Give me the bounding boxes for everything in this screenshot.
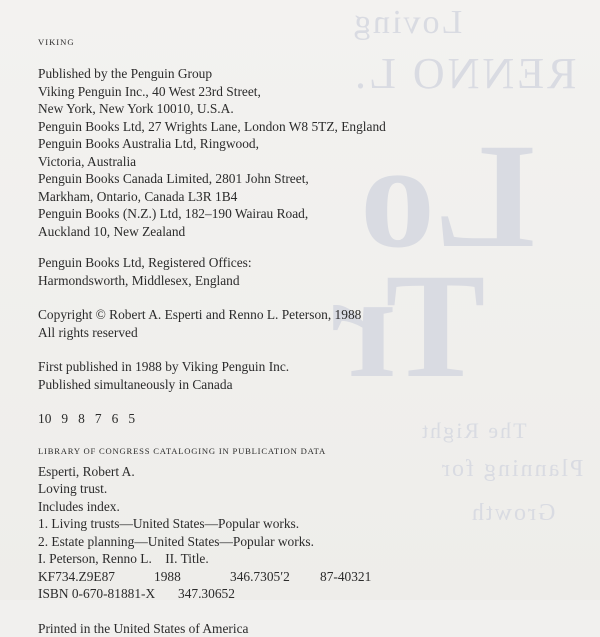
show-through-text: Tr bbox=[330, 240, 486, 412]
show-through-text: Loving bbox=[352, 4, 462, 42]
first-published-line: First published in 1988 by Viking Penguin Inc. bbox=[38, 358, 578, 376]
dewey-number: 346.7305′2 bbox=[230, 568, 320, 586]
show-through-text: Lo bbox=[360, 110, 535, 282]
publication-history bbox=[38, 358, 578, 393]
cip-line: 1. Living trusts—United States—Popular works. bbox=[38, 515, 578, 533]
printed-in-line: Printed in the United States of America bbox=[38, 620, 578, 637]
publisher-line: Penguin Books Canada Limited, 2801 John Street, bbox=[38, 170, 578, 188]
isbn: ISBN 0-670-81881-X bbox=[38, 585, 178, 603]
registered-offices bbox=[38, 254, 578, 289]
imprint-name: VIKING bbox=[38, 36, 578, 48]
publisher-line: Viking Penguin Inc., 40 West 23rd Street, bbox=[38, 83, 578, 101]
show-through-text: RENNO L. bbox=[352, 48, 576, 99]
cip-line: 2. Estate planning—United States—Popular works. bbox=[38, 533, 578, 551]
publisher-block bbox=[38, 65, 578, 240]
copyright-text bbox=[38, 36, 578, 637]
cip-classification-row bbox=[38, 568, 578, 586]
publisher-line: New York, New York 10010, U.S.A. bbox=[38, 100, 578, 118]
publisher-line: Penguin Books (N.Z.) Ltd, 182–190 Wairau Road, bbox=[38, 205, 578, 223]
rights-line: All rights reserved bbox=[38, 324, 578, 342]
registered-offices-line: Penguin Books Ltd, Registered Offices: bbox=[38, 254, 578, 272]
printing-line bbox=[38, 410, 578, 428]
cip-line: Esperti, Robert A. bbox=[38, 463, 578, 481]
show-through-text: Planning for bbox=[440, 456, 583, 483]
secondary-dewey-number: 347.30652 bbox=[178, 585, 235, 603]
publisher-line: Victoria, Australia bbox=[38, 153, 578, 171]
lc-call-number: KF734.Z9E87 bbox=[38, 568, 154, 586]
publisher-line: Penguin Books Australia Ltd, Ringwood, bbox=[38, 135, 578, 153]
publisher-line: Penguin Books Ltd, 27 Wrights Lane, London W8 5TZ, England bbox=[38, 118, 578, 136]
lccn-number: 87-40321 bbox=[320, 568, 371, 586]
publisher-line: Markham, Ontario, Canada L3R 1B4 bbox=[38, 188, 578, 206]
cip-block bbox=[38, 445, 578, 603]
cip-isbn-row bbox=[38, 585, 578, 603]
copyright-notice bbox=[38, 306, 578, 341]
cip-header: LIBRARY OF CONGRESS CATALOGING IN PUBLICATION DATA bbox=[38, 445, 578, 457]
printing-numbers: 10 9 8 7 6 5 bbox=[38, 410, 578, 428]
simultaneous-line: Published simultaneously in Canada bbox=[38, 376, 578, 394]
show-through-text: Growth bbox=[470, 500, 555, 527]
show-through-text: The Right bbox=[420, 418, 527, 444]
copyright-line: Copyright © Robert A. Esperti and Renno L. Peterson, 1988 bbox=[38, 306, 578, 324]
cip-line: Loving trust. bbox=[38, 480, 578, 498]
publisher-line: Published by the Penguin Group bbox=[38, 65, 578, 83]
cip-line: I. Peterson, Renno L. II. Title. bbox=[38, 550, 578, 568]
publisher-line: Auckland 10, New Zealand bbox=[38, 223, 578, 241]
cip-line: Includes index. bbox=[38, 498, 578, 516]
lc-year: 1988 bbox=[154, 568, 230, 586]
registered-offices-line: Harmondsworth, Middlesex, England bbox=[38, 272, 578, 290]
